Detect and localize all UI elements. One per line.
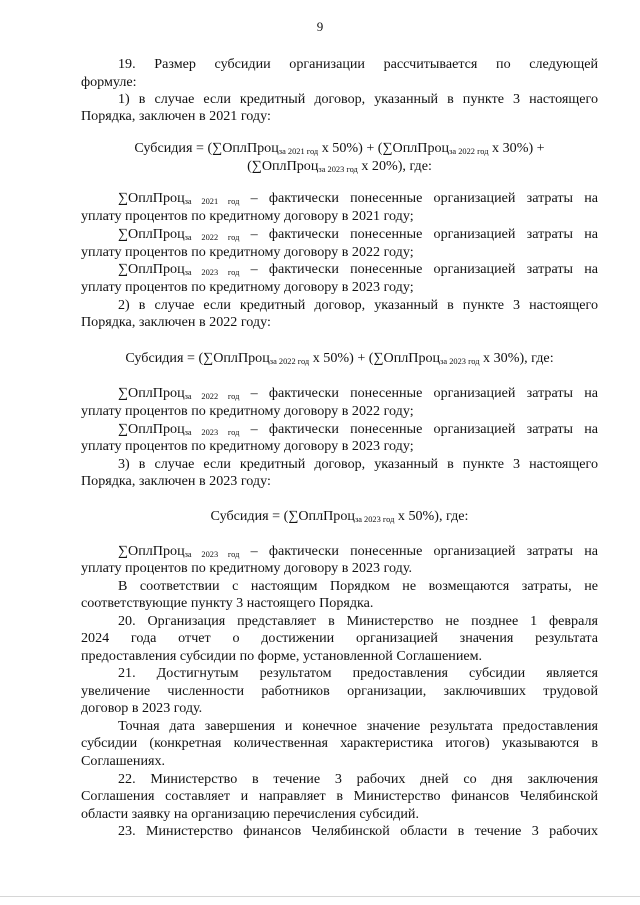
formula-2 — [81, 349, 598, 367]
formula-text: х 50%) + ( — [309, 350, 374, 366]
formula-text: ( — [247, 158, 252, 174]
formula-text: х 50%), где: — [394, 508, 469, 524]
def-2022-line-2: уплату процентов по кредитному договору в 2022 году; — [81, 244, 414, 260]
case-1-line-1: 1) в случае если кредитный договор, указанный в пункте 3 настоящего — [118, 91, 598, 107]
para-21-line-3: договор в 2023 году. — [81, 700, 203, 716]
def-2021-line-1 — [118, 189, 598, 207]
para-22-line-3: области заявку на организацию перечисления субсидий. — [81, 806, 420, 822]
sum-term: ∑ОплПроц — [118, 190, 185, 206]
formula-text: Субсидия = ( — [134, 140, 213, 156]
year-subscript: за 2021 год — [184, 197, 240, 206]
year-subscript: за 2023 год — [184, 550, 240, 559]
para-20-line-3: предоставления субсидии по форме, установленной Соглашением. — [81, 648, 483, 664]
para-23-line-1: 23. Министерство финансов Челябинской области в течение 3 рабочих — [118, 823, 598, 839]
page-bottom-edge — [0, 896, 640, 897]
definition-text: – фактически понесенные организацией затраты на — [239, 543, 598, 559]
def-2023-line-2: уплату процентов по кредитному договору в 2023 году; — [81, 279, 414, 295]
sum-term: ∑ОплПроц — [251, 158, 319, 174]
def-2022-line-1 — [118, 225, 598, 243]
def-2023-line-1 — [118, 260, 598, 278]
para-result-line-1: Точная дата завершения и конечное значение результата предоставления — [118, 718, 598, 734]
para-22-line-2: Соглашения составляет и направляет в Министерство финансов Челябинской — [81, 788, 598, 804]
para-20-line-1: 20. Организация представляет в Министерство не позднее 1 февраля — [118, 613, 598, 629]
exclusion-line-1: В соответствии с настоящим Порядком не возмещаются затраты, не — [118, 578, 598, 594]
para-21-line-1: 21. Достигнутым результатом предоставления субсидии является — [118, 665, 598, 681]
definition-text: – фактически понесенные организацией затраты на — [239, 385, 598, 401]
formula-1-line-2 — [81, 157, 598, 175]
year-subscript: за 2022 год — [184, 392, 240, 401]
def-2021-line-2: уплату процентов по кредитному договору в 2021 году; — [81, 208, 414, 224]
case-3-line-2: Порядка, заключен в 2023 году: — [81, 473, 271, 489]
year-subscript: за 2023 год — [318, 165, 358, 174]
exclusion-line-2: соответствующие пункту 3 настоящего Порядка. — [81, 595, 374, 611]
definition-text: – фактически понесенные организацией затраты на — [239, 421, 598, 437]
def-2022-b-line-2: уплату процентов по кредитному договору в 2022 году; — [81, 403, 414, 419]
para-result-line-2: субсидии (конкретная количественная характеристика итогов) указываются в — [81, 735, 598, 751]
def-2022-b-line-1 — [118, 384, 598, 402]
formula-text: х 50%) + ( — [318, 140, 383, 156]
formula-text: Субсидия = ( — [125, 350, 204, 366]
sum-term: ∑ОплПроц — [118, 421, 185, 437]
year-subscript: за 2023 год — [184, 268, 240, 277]
para-21-line-2: увеличение численности работников организации, заключивших трудовой — [81, 683, 598, 699]
year-subscript: за 2023 год — [354, 515, 395, 524]
case-3-line-1: 3) в случае если кредитный договор, указанный в пункте 3 настоящего — [118, 456, 598, 472]
formula-3 — [81, 507, 598, 525]
sum-term: ∑ОплПроц — [203, 350, 270, 366]
formula-text: х 30%), где: — [479, 350, 554, 366]
case-2-line-2: Порядка, заключен в 2022 году: — [81, 314, 271, 330]
para-22-line-1: 22. Министерство в течение 3 рабочих дней со дня заключения — [118, 771, 598, 787]
case-1-line-2: Порядка, заключен в 2021 году: — [81, 108, 271, 124]
sum-term: ∑ОплПроц — [373, 350, 441, 366]
formula-1-line-1 — [81, 139, 598, 157]
year-subscript: за 2022 год — [449, 147, 489, 156]
sum-term: ∑ОплПроц — [118, 261, 185, 277]
formula-text: х 20%), где: — [357, 158, 432, 174]
def-2023-c-line-2: уплату процентов по кредитному договору в 2023 году. — [81, 560, 413, 576]
formula-text: Субсидия = ( — [210, 508, 289, 524]
sum-term: ∑ОплПроц — [118, 226, 185, 242]
sum-term: ∑ОплПроц — [382, 140, 450, 156]
para-19-line-1: 19. Размер субсидии организации рассчитывается по следующей — [118, 56, 598, 72]
def-2023-b-line-1 — [118, 420, 598, 438]
sum-term: ∑ОплПроц — [212, 140, 279, 156]
year-subscript: за 2021 год — [278, 147, 319, 156]
case-2-line-1: 2) в случае если кредитный договор, указанный в пункте 3 настоящего — [118, 297, 598, 313]
year-subscript: за 2023 год — [440, 357, 480, 366]
definition-text: – фактически понесенные организацией затраты на — [239, 261, 598, 277]
def-2023-c-line-1 — [118, 542, 598, 560]
definition-text: – фактически понесенные организацией затраты на — [239, 226, 598, 242]
def-2023-b-line-2: уплату процентов по кредитному договору в 2023 году; — [81, 438, 414, 454]
year-subscript: за 2022 год — [269, 357, 310, 366]
year-subscript: за 2022 год — [184, 233, 240, 242]
para-19-line-2: формуле: — [81, 74, 137, 90]
formula-text: х 30%) + — [488, 140, 545, 156]
sum-term: ∑ОплПроц — [288, 508, 355, 524]
definition-text: – фактически понесенные организацией затраты на — [239, 190, 598, 206]
para-result-line-3: Соглашениях. — [81, 753, 166, 769]
sum-term: ∑ОплПроц — [118, 385, 185, 401]
year-subscript: за 2023 год — [184, 428, 240, 437]
para-20-line-2: 2024 года отчет о достижении организацией значения результата — [81, 630, 598, 646]
sum-term: ∑ОплПроц — [118, 543, 185, 559]
page-number: 9 — [316, 19, 324, 34]
